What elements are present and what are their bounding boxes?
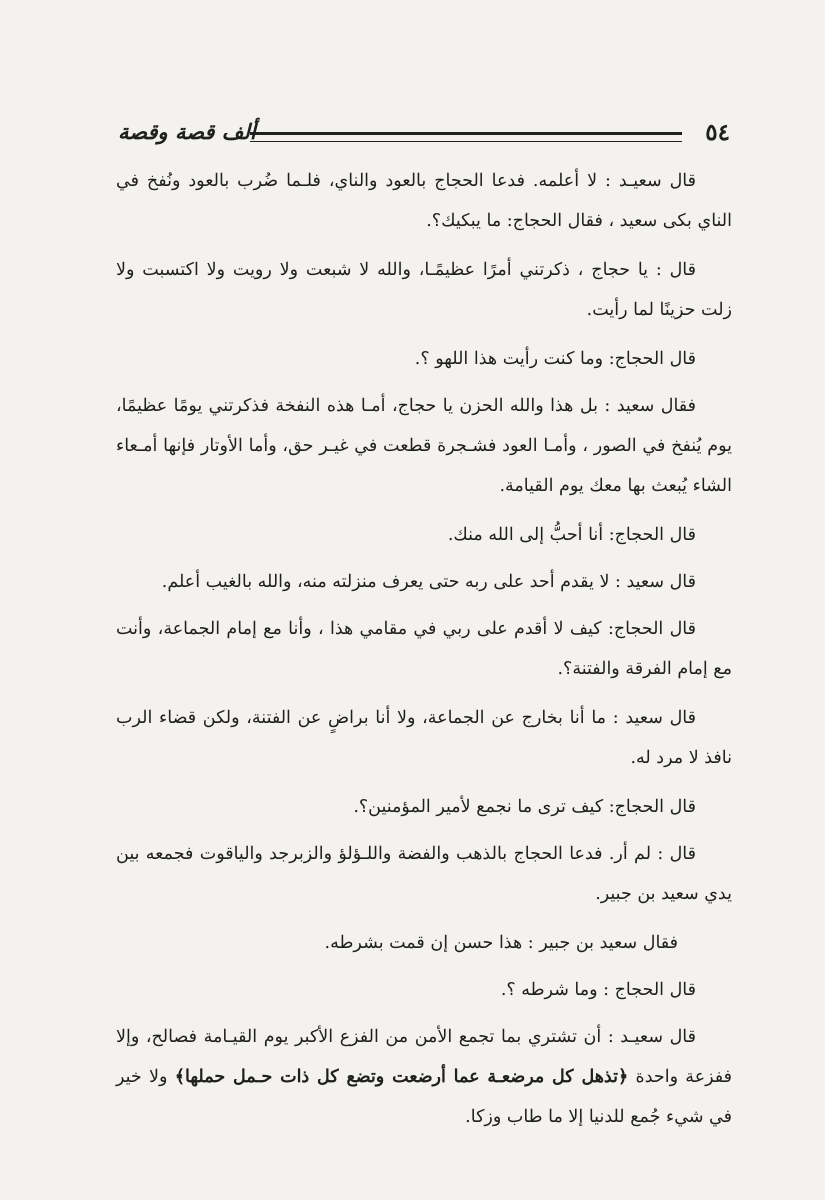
paragraph: فقال سعيد بن جبير : هذا حسن إن قمت بشرطه. [324, 933, 678, 953]
paragraph: فقال سعيد : بل هذا والله الحزن يا حجاج، أمـا هذه النفخة فذكرتني يومًا عظيمًا، يوم يُنفخ في الصور ، وأمـا العود فشـجرة قطعت في غيـر حق، وأما الأوتار فإنها أمـعاء الشاء يُبعث بها معك يوم القيامة. [116, 396, 732, 496]
paragraph-text: ولا خير في شيء جُمع للدنيا إلا ما طاب وزكا. [116, 1067, 732, 1127]
paragraph: قال : لم أر. فدعا الحجاج بالذهب والفضة واللـؤلؤ والزبرجد والياقوت فجمعه بين يدي سعيد بن جبير. [116, 844, 732, 904]
paragraph: قال الحجاج: أنا أحبُّ إلى الله منك. [447, 525, 696, 545]
paragraph: قال الحجاج : وما شرطه ؟. [500, 980, 696, 1000]
quran-verse: ﴿تذهل كل مرضعـة عما أرضعت وتضع كل ذات حـمل حملها﴾ [174, 1067, 629, 1087]
paragraph-text: قال سعيـد : أن تشتري بما تجمع الأمن من الفزع الأكبر يوم القيـامة فصالح، وإلا ففزعة واحدة [116, 1027, 733, 1087]
book-title: ألف قصة وقصة [118, 119, 256, 144]
paragraph: قال الحجاج: كيف لا أقدم على ربي في مقامي هذا ، وأنا مع إمام الجماعة، وأنت مع إمام الفرقة والفتنة؟. [116, 619, 732, 679]
paragraph: قال سعيـد : لا أعلمه. فدعا الحجاج بالعود والناي، فلـما ضُرب بالعود ونُفخ في الناي بكى سعيد ، فقال الحجاج: ما يبكيك؟. [116, 171, 732, 231]
paragraph: قال : يا حجاج ، ذكرتني أمرًا عظيمًـا، والله لا شبعت ولا رويت ولا اكتسبت ولا زلت حزينًا لما رأيت. [116, 260, 732, 320]
header-divider [250, 132, 682, 142]
page-body [116, 161, 732, 1146]
paragraph: قال سعيد : لا يقدم أحد على ربه حتى يعرف منزلته منه، والله بالغيب أعلم. [161, 572, 696, 592]
closing-paragraph [116, 1017, 732, 1137]
page-header [118, 112, 730, 152]
paragraph: قال الحجاج: وما كنت رأيت هذا اللهو ؟. [414, 349, 696, 369]
page-number: ٥٤ [705, 119, 730, 146]
paragraph: قال الحجاج: كيف ترى ما نجمع لأمير المؤمنين؟. [353, 797, 696, 817]
paragraph: قال سعيد : ما أنا بخارج عن الجماعة، ولا أنا براضٍ عن الفتنة، ولكن قضاء الرب نافذ لا مرد له. [116, 708, 732, 768]
